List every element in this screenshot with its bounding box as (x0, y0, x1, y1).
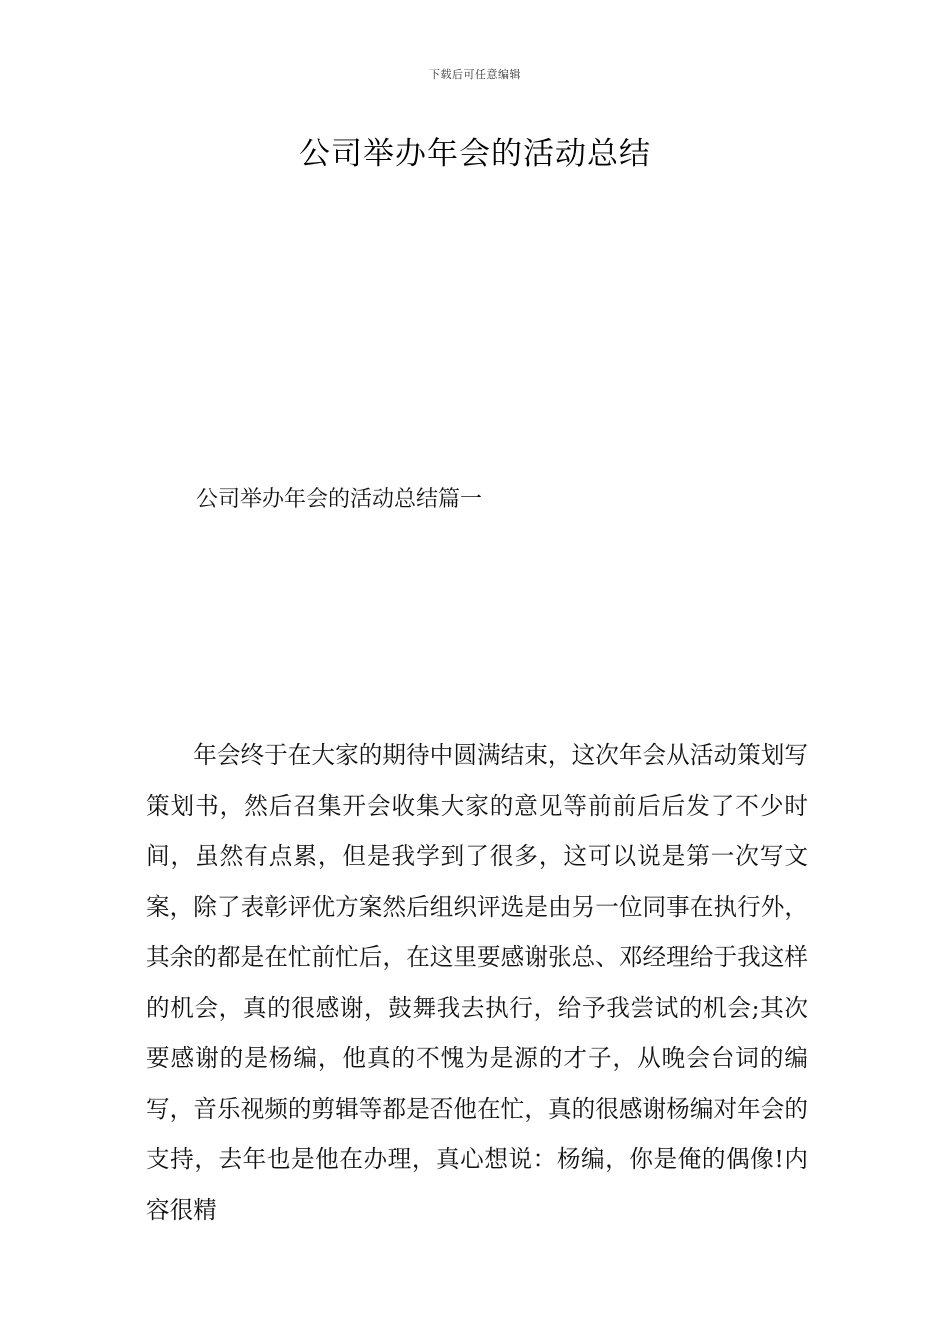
header-note: 下载后可任意编辑 (429, 68, 521, 81)
body-paragraph: 年会终于在大家的期待中圆满结束，这次年会从活动策划写策划书，然后召集开会收集大家的意见等前前后后发了不少时间，虽然有点累，但是我学到了很多，这可以说是第一次写文案，除了表彰评优方案然后组织评选是由另一位同事在执行外，其余的都是在忙前忙后，在这里要感谢张总、邓经理给于我这样的机会，真的很感谢，鼓舞我去执行，给予我尝试的机会;其次要感谢的是杨编，他真的不愧为是源的才子，从晚会台词的编写，音乐视频的剪辑等都是否他在忙，真的很感谢杨编对年会的支持，去年也是他在办理，真心想说：杨编，你是俺的偶像!内容很精 (146, 741, 808, 1224)
section-heading: 公司举办年会的活动总结篇一 (196, 487, 483, 512)
document-title: 公司举办年会的活动总结 (299, 136, 651, 172)
